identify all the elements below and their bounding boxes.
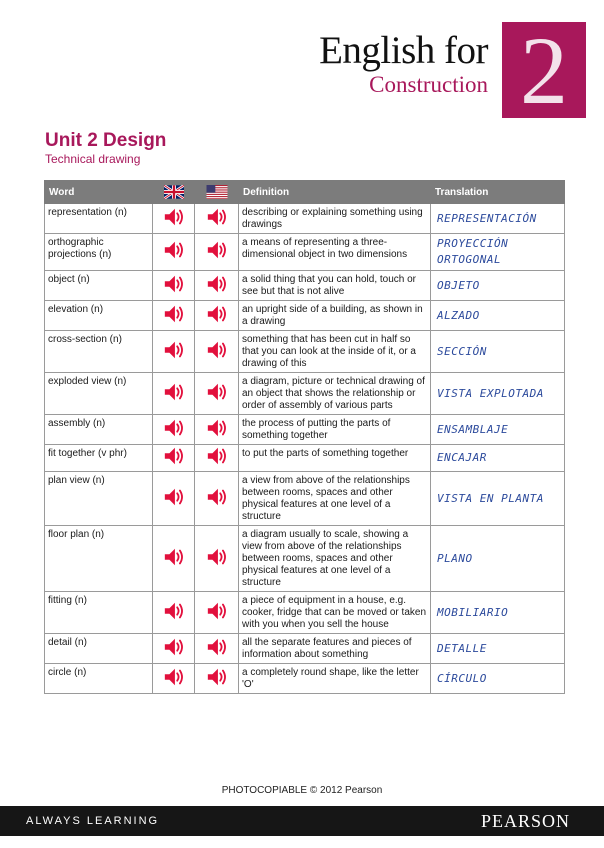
audio-cell-uk [153, 445, 195, 472]
definition-cell: something that has been cut in half so that you can look at the inside of it, or a drawing of this [239, 331, 431, 373]
handwritten-translation: OBJETO [437, 278, 480, 292]
audio-cell-us [195, 373, 239, 415]
unit-badge-number: 2 [520, 17, 568, 124]
speaker-icon[interactable] [206, 486, 228, 512]
audio-cell-uk [153, 234, 195, 271]
speaker-icon[interactable] [206, 546, 228, 572]
definition-cell: a view from above of the relationships between rooms, spaces and other physical features at one level of a structure [239, 472, 431, 526]
translation-cell [431, 331, 565, 373]
translation-cell [431, 472, 565, 526]
handwritten-translation: MOBILIARIO [437, 605, 509, 619]
table-row [45, 415, 565, 445]
speaker-icon[interactable] [163, 206, 185, 232]
audio-cell-us [195, 664, 239, 694]
speaker-icon[interactable] [206, 417, 228, 443]
translation-cell [431, 526, 565, 592]
table-row [45, 234, 565, 271]
audio-cell-us [195, 634, 239, 664]
unit-badge [502, 17, 586, 124]
speaker-icon[interactable] [163, 417, 185, 443]
audio-cell-us [195, 472, 239, 526]
definition-cell: a diagram usually to scale, showing a view from above of the relationships between rooms, spaces and other physical features at one level of a structure [239, 526, 431, 592]
speaker-icon[interactable] [206, 206, 228, 232]
footer-tagline: ALWAYS LEARNING [26, 815, 160, 827]
word-cell: representation (n) [45, 204, 153, 234]
word-cell: fitting (n) [45, 592, 153, 634]
audio-cell-uk [153, 526, 195, 592]
audio-cell-uk [153, 472, 195, 526]
vocabulary-table [44, 180, 565, 694]
definition-cell: a diagram, picture or technical drawing of an object that shows the relationship or order of assembly of various parts [239, 373, 431, 415]
handwritten-translation: CÍRCULO [437, 671, 487, 685]
word-cell: plan view (n) [45, 472, 153, 526]
word-cell: orthographic projections (n) [45, 234, 153, 271]
table-row [45, 204, 565, 234]
unit-subheading: Technical drawing [45, 152, 141, 166]
translation-cell [431, 664, 565, 694]
definition-cell: an upright side of a building, as shown in a drawing [239, 301, 431, 331]
table-row [45, 664, 565, 694]
definition-cell: all the separate features and pieces of information about something [239, 634, 431, 664]
definition-cell: a piece of equipment in a house, e.g. cooker, fridge that can be moved or taken with you when you sell the house [239, 592, 431, 634]
audio-cell-uk [153, 592, 195, 634]
column-header-word: Word [45, 181, 153, 204]
translation-cell [431, 373, 565, 415]
translation-cell [431, 445, 565, 472]
word-cell: cross-section (n) [45, 331, 153, 373]
speaker-icon[interactable] [206, 445, 228, 471]
footer-bar [0, 806, 604, 836]
audio-cell-us [195, 415, 239, 445]
word-cell: fit together (v phr) [45, 445, 153, 472]
table-row [45, 445, 565, 472]
word-cell: floor plan (n) [45, 526, 153, 592]
handwritten-translation: PLANO [437, 551, 473, 565]
audio-cell-uk [153, 415, 195, 445]
handwritten-translation: REPRESENTACIÓN [437, 211, 537, 225]
word-cell: detail (n) [45, 634, 153, 664]
column-header-translation: Translation [431, 181, 565, 204]
handwritten-translation: ENCAJAR [437, 451, 487, 464]
definition-cell: the process of putting the parts of something together [239, 415, 431, 445]
handwritten-translation: DETALLE [437, 641, 487, 655]
table-row [45, 634, 565, 664]
column-header-uk [153, 181, 195, 204]
speaker-icon[interactable] [163, 636, 185, 662]
word-cell: circle (n) [45, 664, 153, 694]
translation-cell [431, 634, 565, 664]
word-cell: assembly (n) [45, 415, 153, 445]
definition-cell: a completely round shape, like the letter 'O' [239, 664, 431, 694]
handwritten-translation: ENSAMBLAJE [437, 422, 509, 436]
speaker-icon[interactable] [206, 636, 228, 662]
audio-cell-uk [153, 271, 195, 301]
us-flag-icon [206, 185, 228, 199]
column-header-us [195, 181, 239, 204]
table-header-row [45, 181, 565, 204]
publisher-logo: PEARSON [480, 811, 570, 831]
table-row [45, 301, 565, 331]
audio-cell-uk [153, 301, 195, 331]
speaker-icon[interactable] [206, 239, 228, 265]
handwritten-translation: VISTA EN PLANTA [437, 491, 544, 505]
audio-cell-us [195, 301, 239, 331]
word-cell: elevation (n) [45, 301, 153, 331]
brand-title [300, 30, 488, 98]
audio-cell-us [195, 271, 239, 301]
translation-cell [431, 592, 565, 634]
speaker-icon[interactable] [163, 273, 185, 299]
audio-cell-us [195, 234, 239, 271]
audio-cell-us [195, 526, 239, 592]
audio-cell-us [195, 445, 239, 472]
speaker-icon[interactable] [163, 600, 185, 626]
table-row [45, 331, 565, 373]
table-row [45, 271, 565, 301]
table-row [45, 373, 565, 415]
table-row [45, 472, 565, 526]
speaker-icon[interactable] [206, 600, 228, 626]
audio-cell-uk [153, 204, 195, 234]
audio-cell-us [195, 331, 239, 373]
speaker-icon[interactable] [163, 239, 185, 265]
speaker-icon[interactable] [163, 339, 185, 365]
translation-cell [431, 271, 565, 301]
brand-title-line1: English for [319, 29, 488, 72]
handwritten-translation: SECCIÓN [437, 344, 487, 358]
definition-cell: describing or explaining something using drawings [239, 204, 431, 234]
audio-cell-us [195, 592, 239, 634]
speaker-icon[interactable] [163, 666, 185, 692]
audio-cell-uk [153, 664, 195, 694]
footer-copyright: PHOTOCOPIABLE © 2012 Pearson [221, 785, 383, 796]
word-cell: object (n) [45, 271, 153, 301]
word-cell: exploded view (n) [45, 373, 153, 415]
column-header-definition: Definition [239, 181, 431, 204]
handwritten-translation: ALZADO [437, 308, 480, 322]
speaker-icon[interactable] [206, 666, 228, 692]
speaker-icon[interactable] [206, 381, 228, 407]
speaker-icon[interactable] [163, 445, 185, 471]
audio-cell-uk [153, 634, 195, 664]
speaker-icon[interactable] [163, 486, 185, 512]
audio-cell-us [195, 204, 239, 234]
speaker-icon[interactable] [163, 303, 185, 329]
handwritten-translation: VISTA EXPLOTADA [437, 386, 544, 400]
translation-cell [431, 234, 565, 271]
brand-title-line2: Construction [369, 72, 488, 97]
definition-cell: to put the parts of something together [239, 445, 431, 472]
audio-cell-uk [153, 373, 195, 415]
unit-heading: Unit 2 Design [45, 130, 167, 151]
speaker-icon[interactable] [163, 381, 185, 407]
audio-cell-uk [153, 331, 195, 373]
speaker-icon[interactable] [206, 339, 228, 365]
table-row [45, 526, 565, 592]
handwritten-translation: PROYECCIÓN ORTOGONAL [437, 237, 509, 266]
definition-cell: a solid thing that you can hold, touch or see but that is not alive [239, 271, 431, 301]
uk-flag-icon [164, 185, 184, 199]
speaker-icon[interactable] [163, 546, 185, 572]
translation-cell [431, 204, 565, 234]
definition-cell: a means of representing a three-dimensional object in two dimensions [239, 234, 431, 271]
translation-cell [431, 301, 565, 331]
table-row [45, 592, 565, 634]
translation-cell [431, 415, 565, 445]
speaker-icon[interactable] [206, 303, 228, 329]
speaker-icon[interactable] [206, 273, 228, 299]
